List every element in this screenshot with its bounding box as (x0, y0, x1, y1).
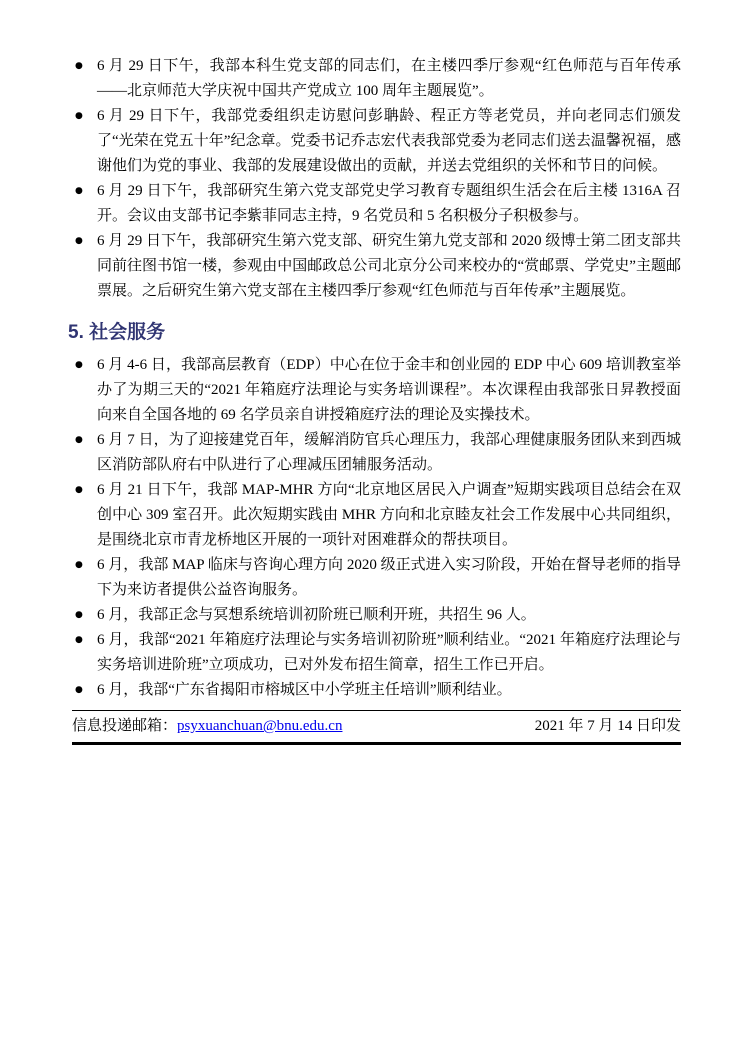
bullet-icon: ● (75, 610, 83, 620)
bullet-icon: ● (75, 635, 83, 645)
list-item-text: 6 月，我部正念与冥想系统培训初阶班已顺利开班，共招生 96 人。 (97, 607, 536, 623)
list-item (72, 428, 681, 478)
list-item-text: 6 月 4-6 日，我部高层教育（EDP）中心在位于金丰和创业园的 EDP 中心 609 培训教室举办了为期三天的“2021 年箱庭疗法理论与实务培训课程”。本次课程由我部张日昇教授面向来自全国各地的 69 名学员亲自讲授箱庭疗法的理论及实操技术。 (97, 357, 681, 423)
list-item (72, 54, 681, 104)
list-item-text: 6 月 29 日下午，我部研究生第六党支部、研究生第九党支部和 2020 级博士第二团支部共同前往图书馆一楼，参观由中国邮政总公司北京分公司来校办的“赏邮票、学党史”主题邮票展。之后研究生第六党支部在主楼四季厅参观“红色师范与百年传承”主题展览。 (97, 233, 681, 299)
list-item (72, 229, 681, 304)
page-footer (72, 710, 681, 745)
list-item (72, 353, 681, 428)
footer-email-group (72, 716, 342, 736)
section5-list (72, 353, 681, 703)
section-heading-social-services: 5. 社会服务 (68, 322, 166, 343)
list-item-text: 6 月 7 日，为了迎接建党百年，缓解消防官兵心理压力，我部心理健康服务团队来到西城区消防部队府右中队进行了心理减压团辅服务活动。 (97, 432, 681, 473)
footer-email-label: 信息投递邮箱： (72, 718, 178, 734)
list-item (72, 478, 681, 553)
footer-print-date: 2021 年 7 月 14 日印发 (534, 718, 681, 734)
list-item (72, 603, 681, 628)
bullet-icon: ● (75, 236, 83, 246)
footer-row (72, 711, 681, 742)
list-item-text: 6 月，我部 MAP 临床与咨询心理方向 2020 级正式进入实习阶段，开始在督导老师的指导下为来访者提供公益咨询服务。 (97, 557, 681, 598)
list-item (72, 553, 681, 603)
bullet-icon: ● (75, 360, 83, 370)
bullet-icon: ● (75, 560, 83, 570)
bullet-icon: ● (75, 186, 83, 196)
list-item-text: 6 月，我部“广东省揭阳市榕城区中小学班主任培训”顺利结业。 (97, 682, 512, 698)
list-item (72, 628, 681, 678)
list-item-text: 6 月 21 日下午，我部 MAP-MHR 方向“北京地区居民入户调查”短期实践项目总结会在双创中心 309 室召开。此次短期实践由 MHR 方向和北京睦友社会工作发展中心共同组织，是围绕北京市青龙桥地区开展的一项针对困难群众的帮扶项目。 (97, 482, 681, 548)
bullet-icon: ● (75, 485, 83, 495)
footer-email-link[interactable]: psyxuanchuan@bnu.edu.cn (177, 718, 343, 734)
list-item-text: 6 月 29 日下午，我部党委组织走访慰问彭聃龄、程正方等老党员，并向老同志们颁发了“光荣在党五十年”纪念章。党委书记乔志宏代表我部党委为老同志们送去温馨祝福，感谢他们为党的事业、我部的发展建设做出的贡献，并送去党组织的关怀和节日的问候。 (97, 108, 681, 174)
bullet-icon: ● (75, 685, 83, 695)
list-item-text: 6 月 29 日下午，我部研究生第六党支部党史学习教育专题组织生活会在后主楼 1316A 召开。会议由支部书记李紫菲同志主持，9 名党员和 5 名积极分子积极参与。 (97, 183, 681, 224)
list-item (72, 179, 681, 229)
list-item-text: 6 月，我部“2021 年箱庭疗法理论与实务培训初阶班”顺利结业。“2021 年箱庭疗法理论与实务培训进阶班”立项成功，已对外发布招生简章，招生工作已开启。 (97, 632, 681, 673)
list-item (72, 678, 681, 703)
list-item-text: 6 月 29 日下午，我部本科生党支部的同志们，在主楼四季厅参观“红色师范与百年传承——北京师范大学庆祝中国共产党成立 100 周年主题展览”。 (97, 58, 681, 99)
bullet-icon: ● (75, 61, 83, 71)
bullet-icon: ● (75, 111, 83, 121)
bullet-icon: ● (75, 435, 83, 445)
section4-list (72, 54, 681, 304)
list-item (72, 104, 681, 179)
